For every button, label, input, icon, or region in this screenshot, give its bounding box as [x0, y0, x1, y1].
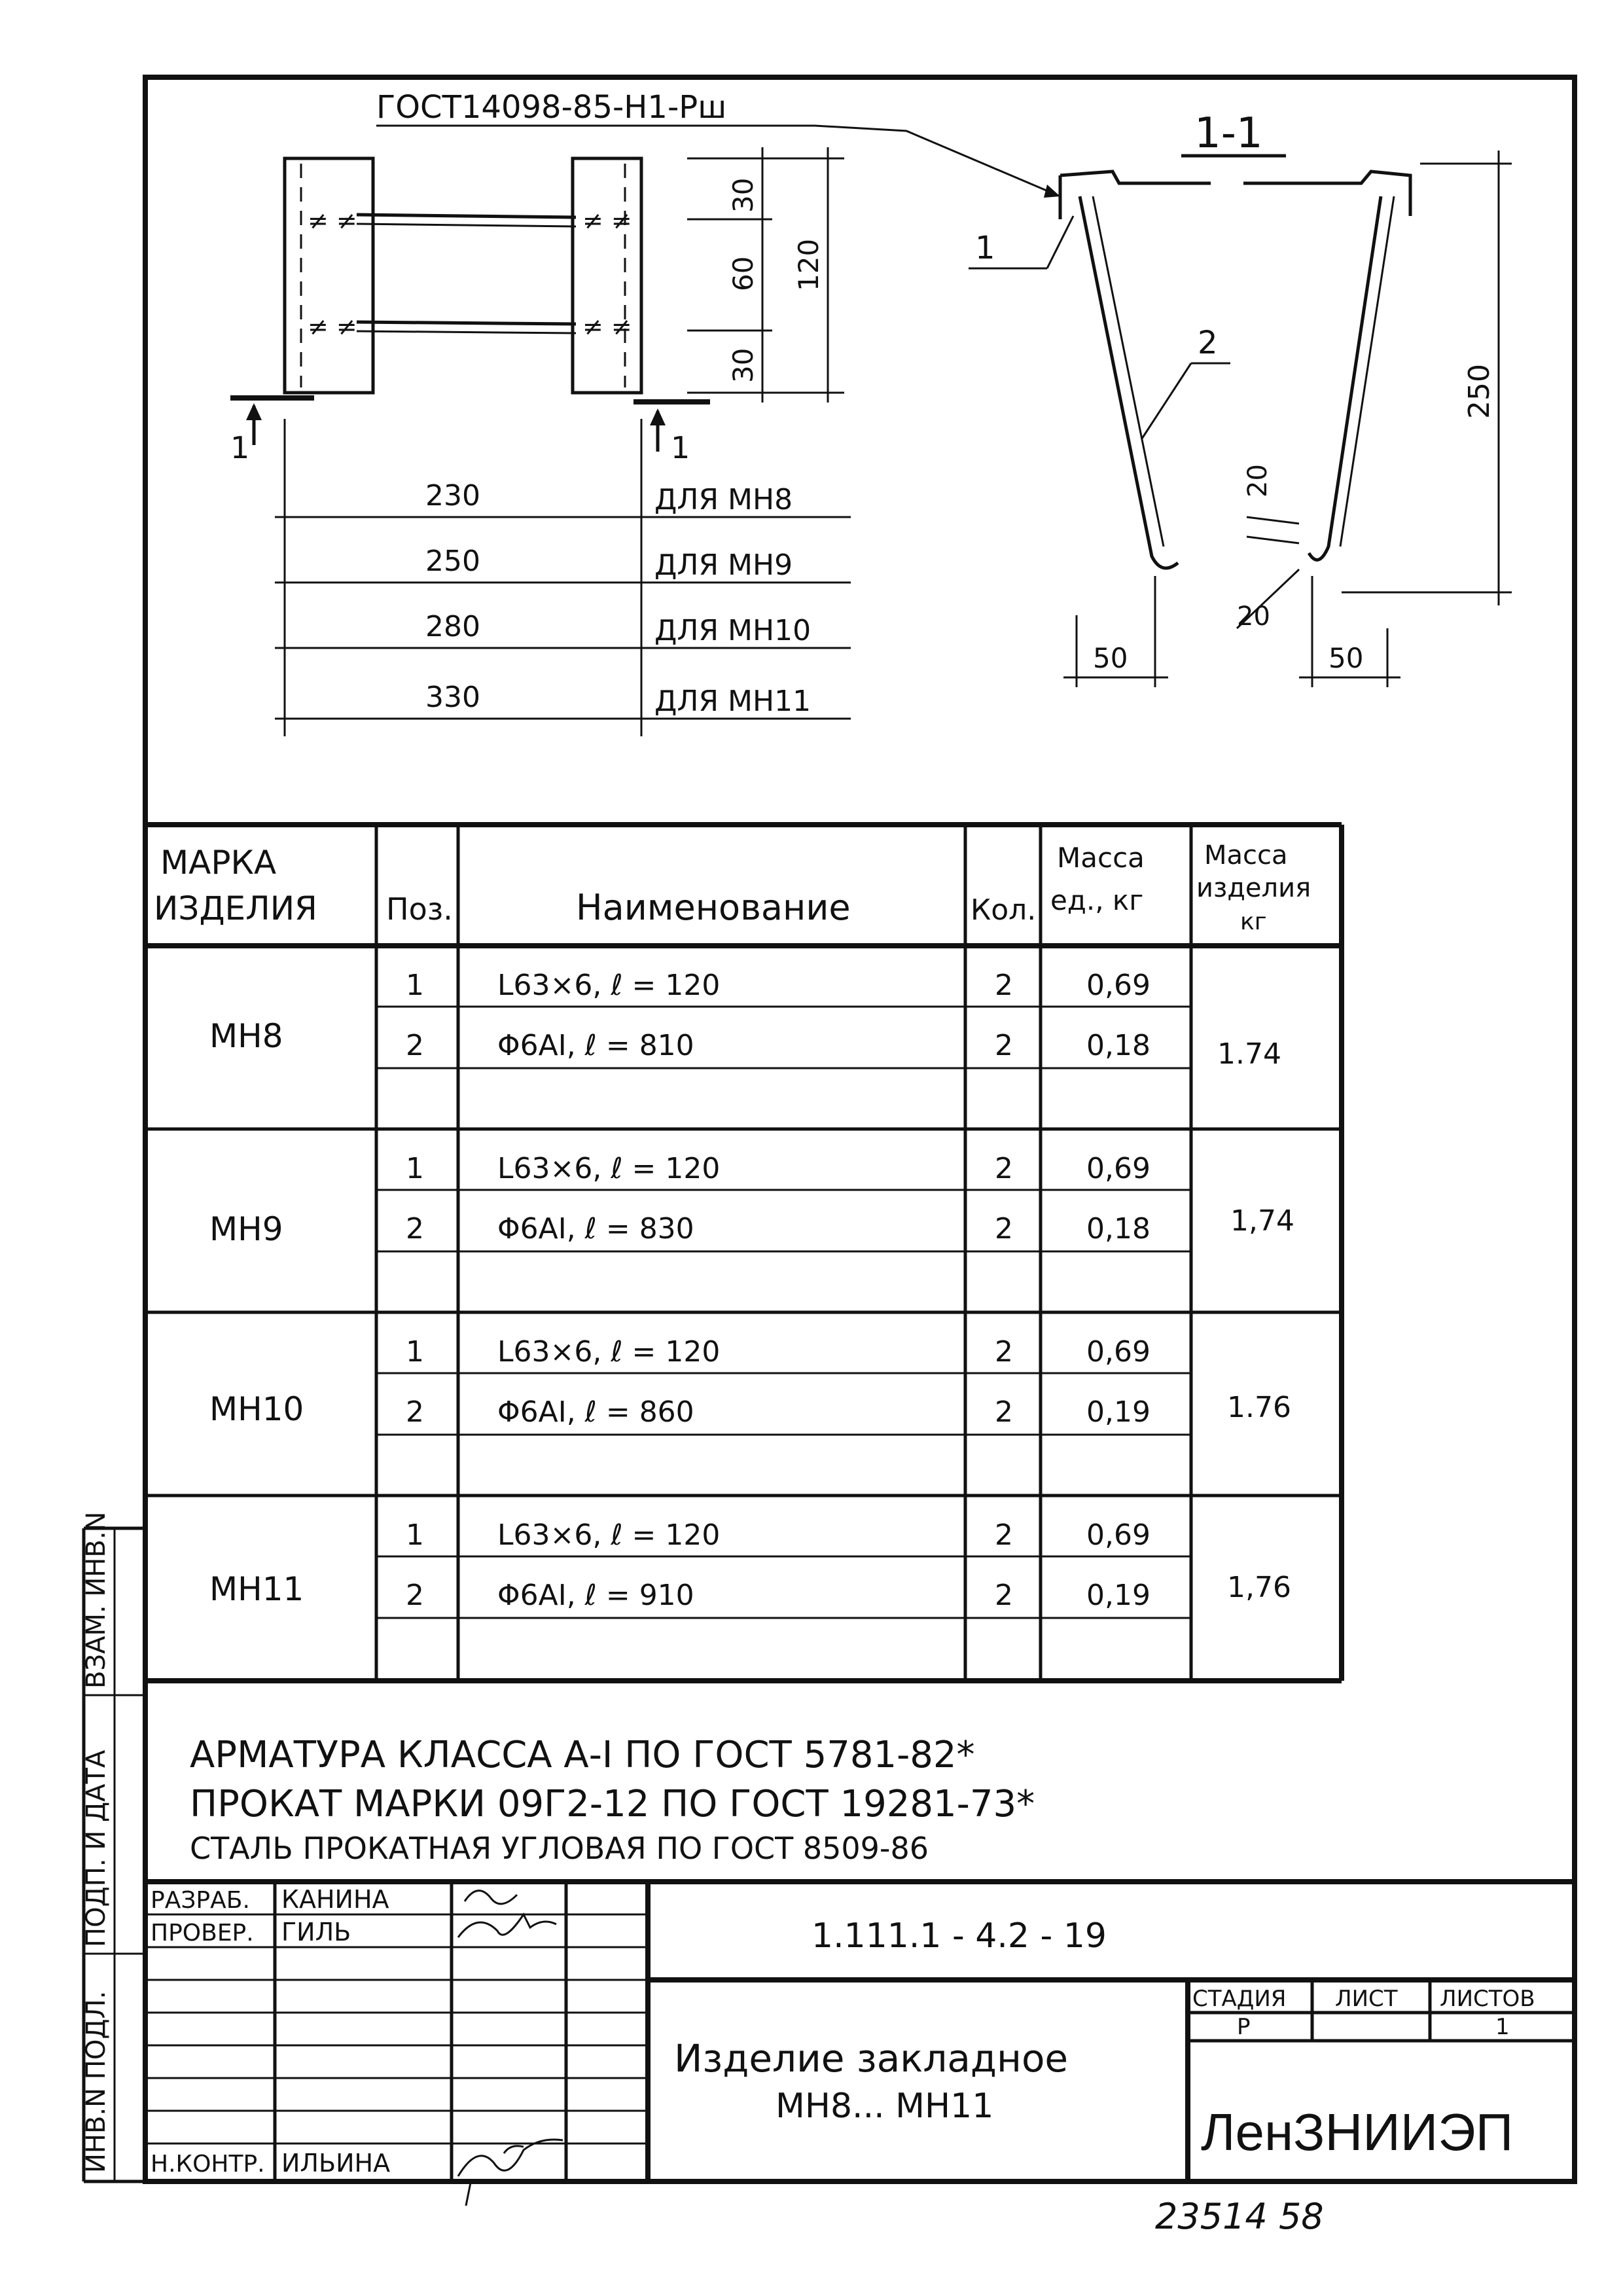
norm-control-name: ИЛЬИНА [281, 2149, 391, 2178]
checker-name: ГИЛЬ [281, 1918, 351, 1946]
svg-text:Φ6AI, ℓ = 860: Φ6AI, ℓ = 860 [497, 1395, 694, 1429]
view-mark-left: 1 [230, 430, 250, 465]
sheets-value: 1 [1495, 2014, 1510, 2040]
table-group-mh11 [209, 1518, 1291, 1612]
svg-text:2: 2 [995, 1579, 1013, 1612]
note-rebar: АРМАТУРА КЛАССА А-I ПО ГОСТ 5781-82* [190, 1734, 975, 1776]
svg-text:2: 2 [995, 1518, 1013, 1552]
dim-base-left: 50 [1093, 642, 1128, 674]
rod-upper [357, 215, 576, 217]
svg-text:2: 2 [995, 1395, 1013, 1429]
side-stamp-sign: ПОДП. И ДАТА [81, 1749, 111, 1947]
svg-text:Масса: Масса [1204, 840, 1288, 870]
svg-text:0,69: 0,69 [1086, 1335, 1150, 1369]
svg-text:изделия: изделия [1196, 873, 1311, 903]
svg-text:L63×6, ℓ = 120: L63×6, ℓ = 120 [497, 1518, 721, 1552]
svg-text:L63×6, ℓ = 120: L63×6, ℓ = 120 [497, 1335, 721, 1369]
svg-text:2: 2 [995, 1152, 1013, 1185]
sheet-label: ЛИСТ [1335, 1986, 1398, 2012]
note-angle-steel: СТАЛЬ ПРОКАТНАЯ УГЛОВАЯ ПО ГОСТ 8509-86 [190, 1831, 929, 1866]
angle-left-profile [1060, 171, 1211, 183]
norm-control-signature [458, 2140, 563, 2206]
dim-middle: 60 [727, 256, 759, 291]
svg-text:≠ ≠: ≠ ≠ [308, 206, 357, 235]
svg-text:1: 1 [406, 1518, 424, 1552]
svg-text:ед., кг: ед., кг [1050, 884, 1144, 916]
notes [190, 1734, 1035, 1866]
footer-note: 23514 58 [1155, 2196, 1324, 2237]
svg-text:2: 2 [995, 1029, 1013, 1062]
svg-text:250: 250 [425, 545, 480, 578]
spec-table [145, 825, 1342, 1681]
svg-text:0,69: 0,69 [1086, 1152, 1150, 1185]
svg-text:330: 330 [425, 681, 480, 714]
group-mark: МН8 [209, 1017, 283, 1055]
svg-text:ДЛЯ МН9: ДЛЯ МН9 [654, 548, 793, 582]
callout-leader [815, 126, 1060, 196]
developer-label: РАЗРАБ. [151, 1887, 250, 1914]
svg-text:0,18: 0,18 [1086, 1212, 1150, 1246]
dim-base-right: 50 [1329, 642, 1364, 674]
svg-text:Φ6AI, ℓ = 830: Φ6AI, ℓ = 830 [497, 1212, 694, 1246]
group-mass: 1,74 [1230, 1204, 1294, 1238]
norm-control-label: Н.КОНТР. [151, 2151, 265, 2178]
checker-label: ПРОВЕР. [151, 1920, 254, 1946]
svg-text:≠ ≠: ≠ ≠ [582, 312, 632, 341]
svg-text:0,69: 0,69 [1086, 1518, 1150, 1552]
organization-name: ЛенЗНИИЭП [1201, 2103, 1514, 2161]
dim-top: 30 [727, 177, 759, 213]
header-qty: Кол. [971, 893, 1037, 927]
sheets-label: ЛИСТОВ [1440, 1986, 1535, 2012]
gost-callout: ГОСТ14098-85-Н1-Рш [376, 89, 727, 126]
svg-text:L63×6, ℓ = 120: L63×6, ℓ = 120 [497, 969, 721, 1002]
svg-text:2: 2 [406, 1029, 424, 1062]
svg-text:0,19: 0,19 [1086, 1395, 1150, 1429]
title-block [145, 1882, 1575, 2206]
dim-section-height: 250 [1463, 364, 1496, 419]
length-row-mh10 [275, 610, 851, 648]
svg-text:L63×6, ℓ = 120: L63×6, ℓ = 120 [497, 1152, 721, 1185]
rod-2-right [1309, 196, 1381, 560]
length-row-mh9 [275, 545, 851, 583]
svg-text:ДЛЯ МН11: ДЛЯ МН11 [654, 685, 812, 718]
svg-text:кг: кг [1240, 908, 1267, 935]
right-angle-plate [573, 158, 641, 393]
svg-text:2: 2 [406, 1579, 424, 1612]
svg-text:2: 2 [406, 1395, 424, 1429]
group-mass: 1.74 [1217, 1037, 1281, 1071]
svg-text:≠ ≠: ≠ ≠ [308, 312, 357, 341]
svg-text:0,19: 0,19 [1086, 1579, 1150, 1612]
view-mark-right: 1 [671, 430, 690, 465]
group-mass: 1.76 [1227, 1391, 1291, 1424]
svg-text:2: 2 [995, 1335, 1013, 1369]
group-mark: МН11 [209, 1570, 304, 1608]
note-rolled: ПРОКАТ МАРКИ 09Г2-12 ПО ГОСТ 19281-73* [190, 1783, 1035, 1825]
svg-text:ДЛЯ МН8: ДЛЯ МН8 [654, 483, 793, 516]
side-stamp-inv: ИНВ.N ПОДЛ. [81, 1990, 111, 2173]
side-stamp-replace: ВЗАМ. ИНВ.N [81, 1511, 111, 1689]
pos-1-label: 1 [975, 230, 995, 266]
svg-text:1: 1 [406, 1152, 424, 1185]
title-line2: МН8... МН11 [776, 2087, 994, 2126]
svg-text:2: 2 [995, 1212, 1013, 1246]
svg-text:0,69: 0,69 [1086, 969, 1150, 1002]
svg-text:280: 280 [425, 610, 480, 643]
developer-name: КАНИНА [281, 1885, 389, 1914]
svg-text:230: 230 [425, 479, 480, 512]
doc-code: 1.111.1 - 4.2 - 19 [812, 1916, 1107, 1956]
table-group-mh10 [209, 1335, 1291, 1429]
svg-text:Φ6AI, ℓ = 910: Φ6AI, ℓ = 910 [497, 1579, 694, 1612]
stage-value: Р [1237, 2014, 1251, 2040]
table-group-mh8 [209, 969, 1281, 1071]
left-angle-plate [285, 158, 373, 393]
group-mass: 1,76 [1227, 1571, 1291, 1604]
table-group-mh9 [209, 1152, 1294, 1248]
length-row-mh11 [275, 681, 851, 719]
group-mark: МН9 [209, 1210, 283, 1248]
angle-right-profile [1243, 171, 1410, 216]
section-mark: 1-1 [1194, 109, 1263, 158]
svg-text:2: 2 [406, 1212, 424, 1246]
svg-text:≠ ≠: ≠ ≠ [582, 206, 632, 235]
header-mark-2: ИЗДЕЛИЯ [154, 889, 317, 927]
length-row-mh8 [275, 479, 851, 517]
dim-hook-b: 20 [1237, 601, 1270, 632]
header-mark-1: МАРКА [160, 844, 277, 882]
stage-label: СТАДИЯ [1192, 1986, 1287, 2012]
svg-text:1: 1 [406, 1335, 424, 1369]
svg-text:Масса: Масса [1057, 842, 1145, 874]
svg-text:2: 2 [995, 969, 1013, 1002]
pos-2-label: 2 [1198, 325, 1218, 361]
group-mark: МН10 [209, 1390, 304, 1428]
header-name: Наименование [576, 887, 851, 928]
rod-2-left [1080, 196, 1178, 568]
svg-text:Φ6AI, ℓ = 810: Φ6AI, ℓ = 810 [497, 1029, 694, 1062]
svg-text:ДЛЯ МН10: ДЛЯ МН10 [654, 614, 812, 647]
dim-bottom: 30 [727, 348, 759, 383]
header-pos: Поз. [386, 891, 453, 927]
rod-lower [357, 322, 576, 324]
dim-total-height: 120 [793, 238, 825, 291]
svg-text:0,18: 0,18 [1086, 1029, 1150, 1062]
title-line1: Изделие закладное [674, 2036, 1069, 2081]
svg-text:1: 1 [406, 969, 424, 1002]
plan-view [230, 89, 1060, 736]
dim-hook-a: 20 [1243, 464, 1273, 497]
